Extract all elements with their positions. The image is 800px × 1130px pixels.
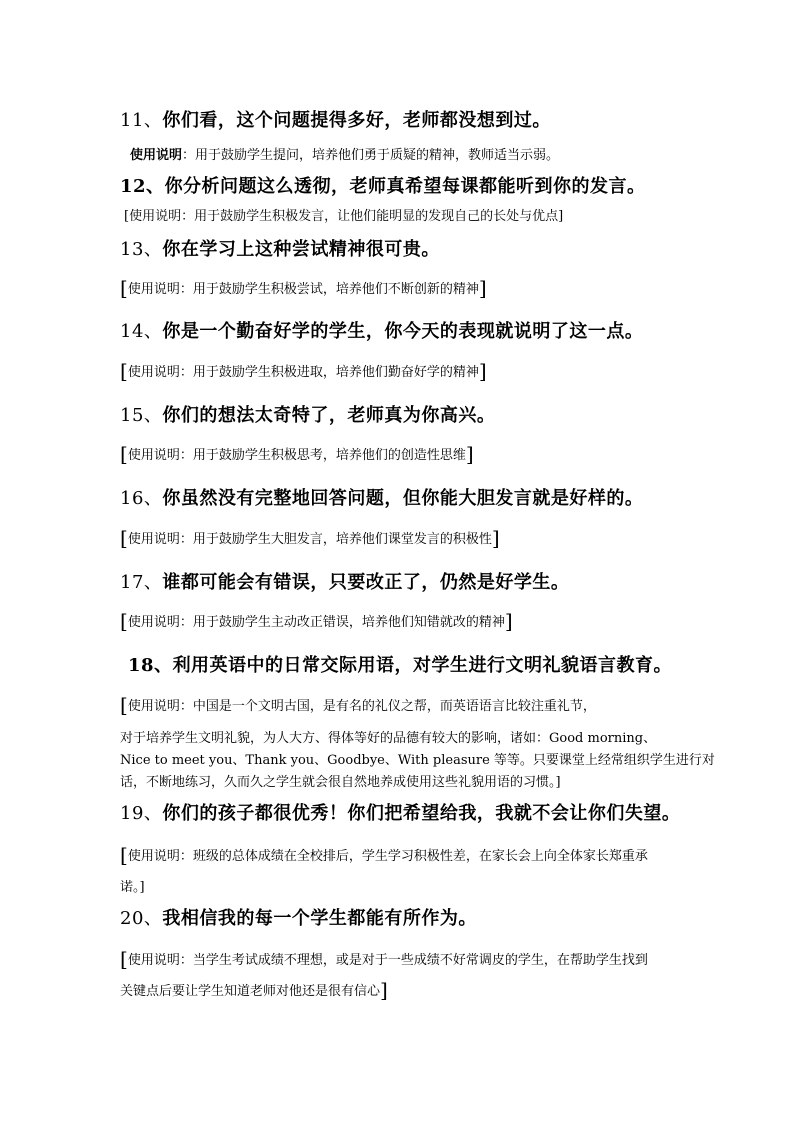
- item-number: 20、: [120, 908, 163, 929]
- heading-15: [120, 401, 495, 427]
- item-title: 我相信我的每一个学生都能有所作为。: [162, 908, 477, 929]
- note-open-bracket: [: [120, 526, 128, 550]
- heading-17: [120, 568, 569, 594]
- note-open-bracket: [: [120, 442, 128, 466]
- note-14: [120, 359, 487, 383]
- item-title: 你们看，这个问题提得多好，老师都没想到过。: [162, 110, 551, 131]
- note-close-bracket: ]: [478, 359, 487, 383]
- note-close-bracket: ]: [558, 209, 564, 224]
- item-number: 12、: [120, 176, 165, 197]
- item-number: 15、: [120, 405, 163, 426]
- note-close-bracket: ]: [465, 442, 474, 466]
- item-title: 你虽然没有完整地回答问题，但你能大胆发言就是好样的。: [162, 488, 644, 509]
- item-number: 14、: [120, 321, 163, 342]
- note-text: Nice to meet you、Thank you、Goodbye、With pleasure 等等。只要课堂上经常组织学生进行对: [120, 753, 715, 768]
- note-17: [120, 609, 513, 633]
- note-open-bracket: [: [120, 843, 128, 867]
- note-text: 使用说明：中国是一个文明古国，是有名的礼仪之帮，而英语语言比较注重礼节，: [127, 699, 596, 714]
- heading-14: [120, 317, 643, 343]
- note-11: [130, 144, 559, 163]
- note-18-line-1: [120, 693, 596, 717]
- item-number: 11、: [120, 110, 163, 131]
- note-text: 使用说明：当学生考试成绩不理想，或是对于一些成绩不好常调皮的学生，在帮助学生找到: [127, 953, 648, 968]
- note-text: 使用说明：用于鼓励学生大胆发言，培养他们课堂发言的积极性: [127, 532, 492, 547]
- note-text: 使用说明：用于鼓励学生主动改正错误，培养他们知错就改的精神: [127, 615, 505, 630]
- heading-12: [120, 172, 646, 198]
- item-number: 16、: [120, 488, 163, 509]
- heading-18: [128, 651, 672, 677]
- note-close-bracket: ]: [504, 609, 513, 633]
- item-title: 谁都可能会有错误，只要改正了，仍然是好学生。: [162, 572, 570, 593]
- note-lead: 使用说明: [130, 148, 183, 163]
- heading-11: [120, 106, 551, 132]
- note-19-line-1: [120, 843, 648, 867]
- note-open-bracket: [: [120, 359, 128, 383]
- note-text: 话，不断地练习，久而久之学生就会很自然地养成使用这些礼貌用语的习惯。]: [120, 775, 561, 790]
- item-title: 你是一个勤奋好学的学生，你今天的表现就说明了这一点。: [162, 321, 644, 342]
- note-20-line-2: [120, 978, 388, 1002]
- note-close-bracket: ]: [491, 526, 500, 550]
- note-15: [120, 442, 474, 466]
- heading-13: [120, 235, 440, 261]
- item-number: 17、: [120, 572, 163, 593]
- item-title: 你们的想法太奇特了，老师真为你高兴。: [162, 405, 496, 426]
- note-open-bracket: [: [120, 276, 128, 300]
- note-19-line-2: [120, 876, 145, 895]
- item-title: 你分析问题这么透彻，老师真希望每课都能听到你的发言。: [164, 176, 646, 197]
- note-text: 诺。]: [120, 880, 145, 895]
- note-text: 关键点后要让学生知道老师对他还是很有信心: [120, 984, 381, 999]
- heading-20: [120, 904, 477, 930]
- note-18-line-4: [120, 771, 561, 790]
- item-number: 19、: [120, 803, 163, 824]
- note-open-bracket: [: [120, 693, 128, 717]
- note-text: 使用说明：班级的总体成绩在全校排后，学生学习积极性差，在家长会上向全体家长郑重承: [127, 849, 648, 864]
- note-18-line-3: [120, 749, 715, 768]
- item-title: 利用英语中的日常交际用语，对学生进行文明礼貌语言教育。: [172, 655, 673, 676]
- note-text: 使用说明：用于鼓励学生积极发言，让他们能明显的发现自己的长处与优点: [129, 209, 559, 224]
- note-20-line-1: [120, 947, 648, 971]
- note-12: [124, 205, 563, 224]
- note-text: 使用说明：用于鼓励学生积极进取，培养他们勤奋好学的精神: [127, 365, 479, 380]
- note-open-bracket: [: [120, 609, 128, 633]
- item-number: 13、: [120, 239, 163, 260]
- note-16: [120, 526, 500, 550]
- item-title: 你们的孩子都很优秀！你们把希望给我，我就不会让你们失望。: [162, 803, 681, 824]
- note-close-bracket: ]: [478, 276, 487, 300]
- note-close-bracket: ]: [380, 978, 388, 1002]
- note-13: [120, 276, 487, 300]
- note-text: 对于培养学生文明礼貌，为人大方、得体等好的品德有较大的影响，诸如：Good morning、: [120, 731, 657, 746]
- note-18-line-2: [120, 727, 656, 746]
- note-open-bracket: [: [120, 947, 128, 971]
- note-text: ：用于鼓励学生提问，培养他们勇于质疑的精神，教师适当示弱。: [182, 148, 560, 163]
- heading-16: [120, 484, 643, 510]
- note-open-bracket: [: [124, 209, 130, 224]
- note-text: 使用说明：用于鼓励学生积极思考，培养他们的创造性思维: [127, 448, 466, 463]
- heading-19: [120, 799, 680, 825]
- note-text: 使用说明：用于鼓励学生积极尝试，培养他们不断创新的精神: [127, 282, 479, 297]
- item-title: 你在学习上这种尝试精神很可贵。: [162, 239, 440, 260]
- item-number: 18、: [128, 655, 173, 676]
